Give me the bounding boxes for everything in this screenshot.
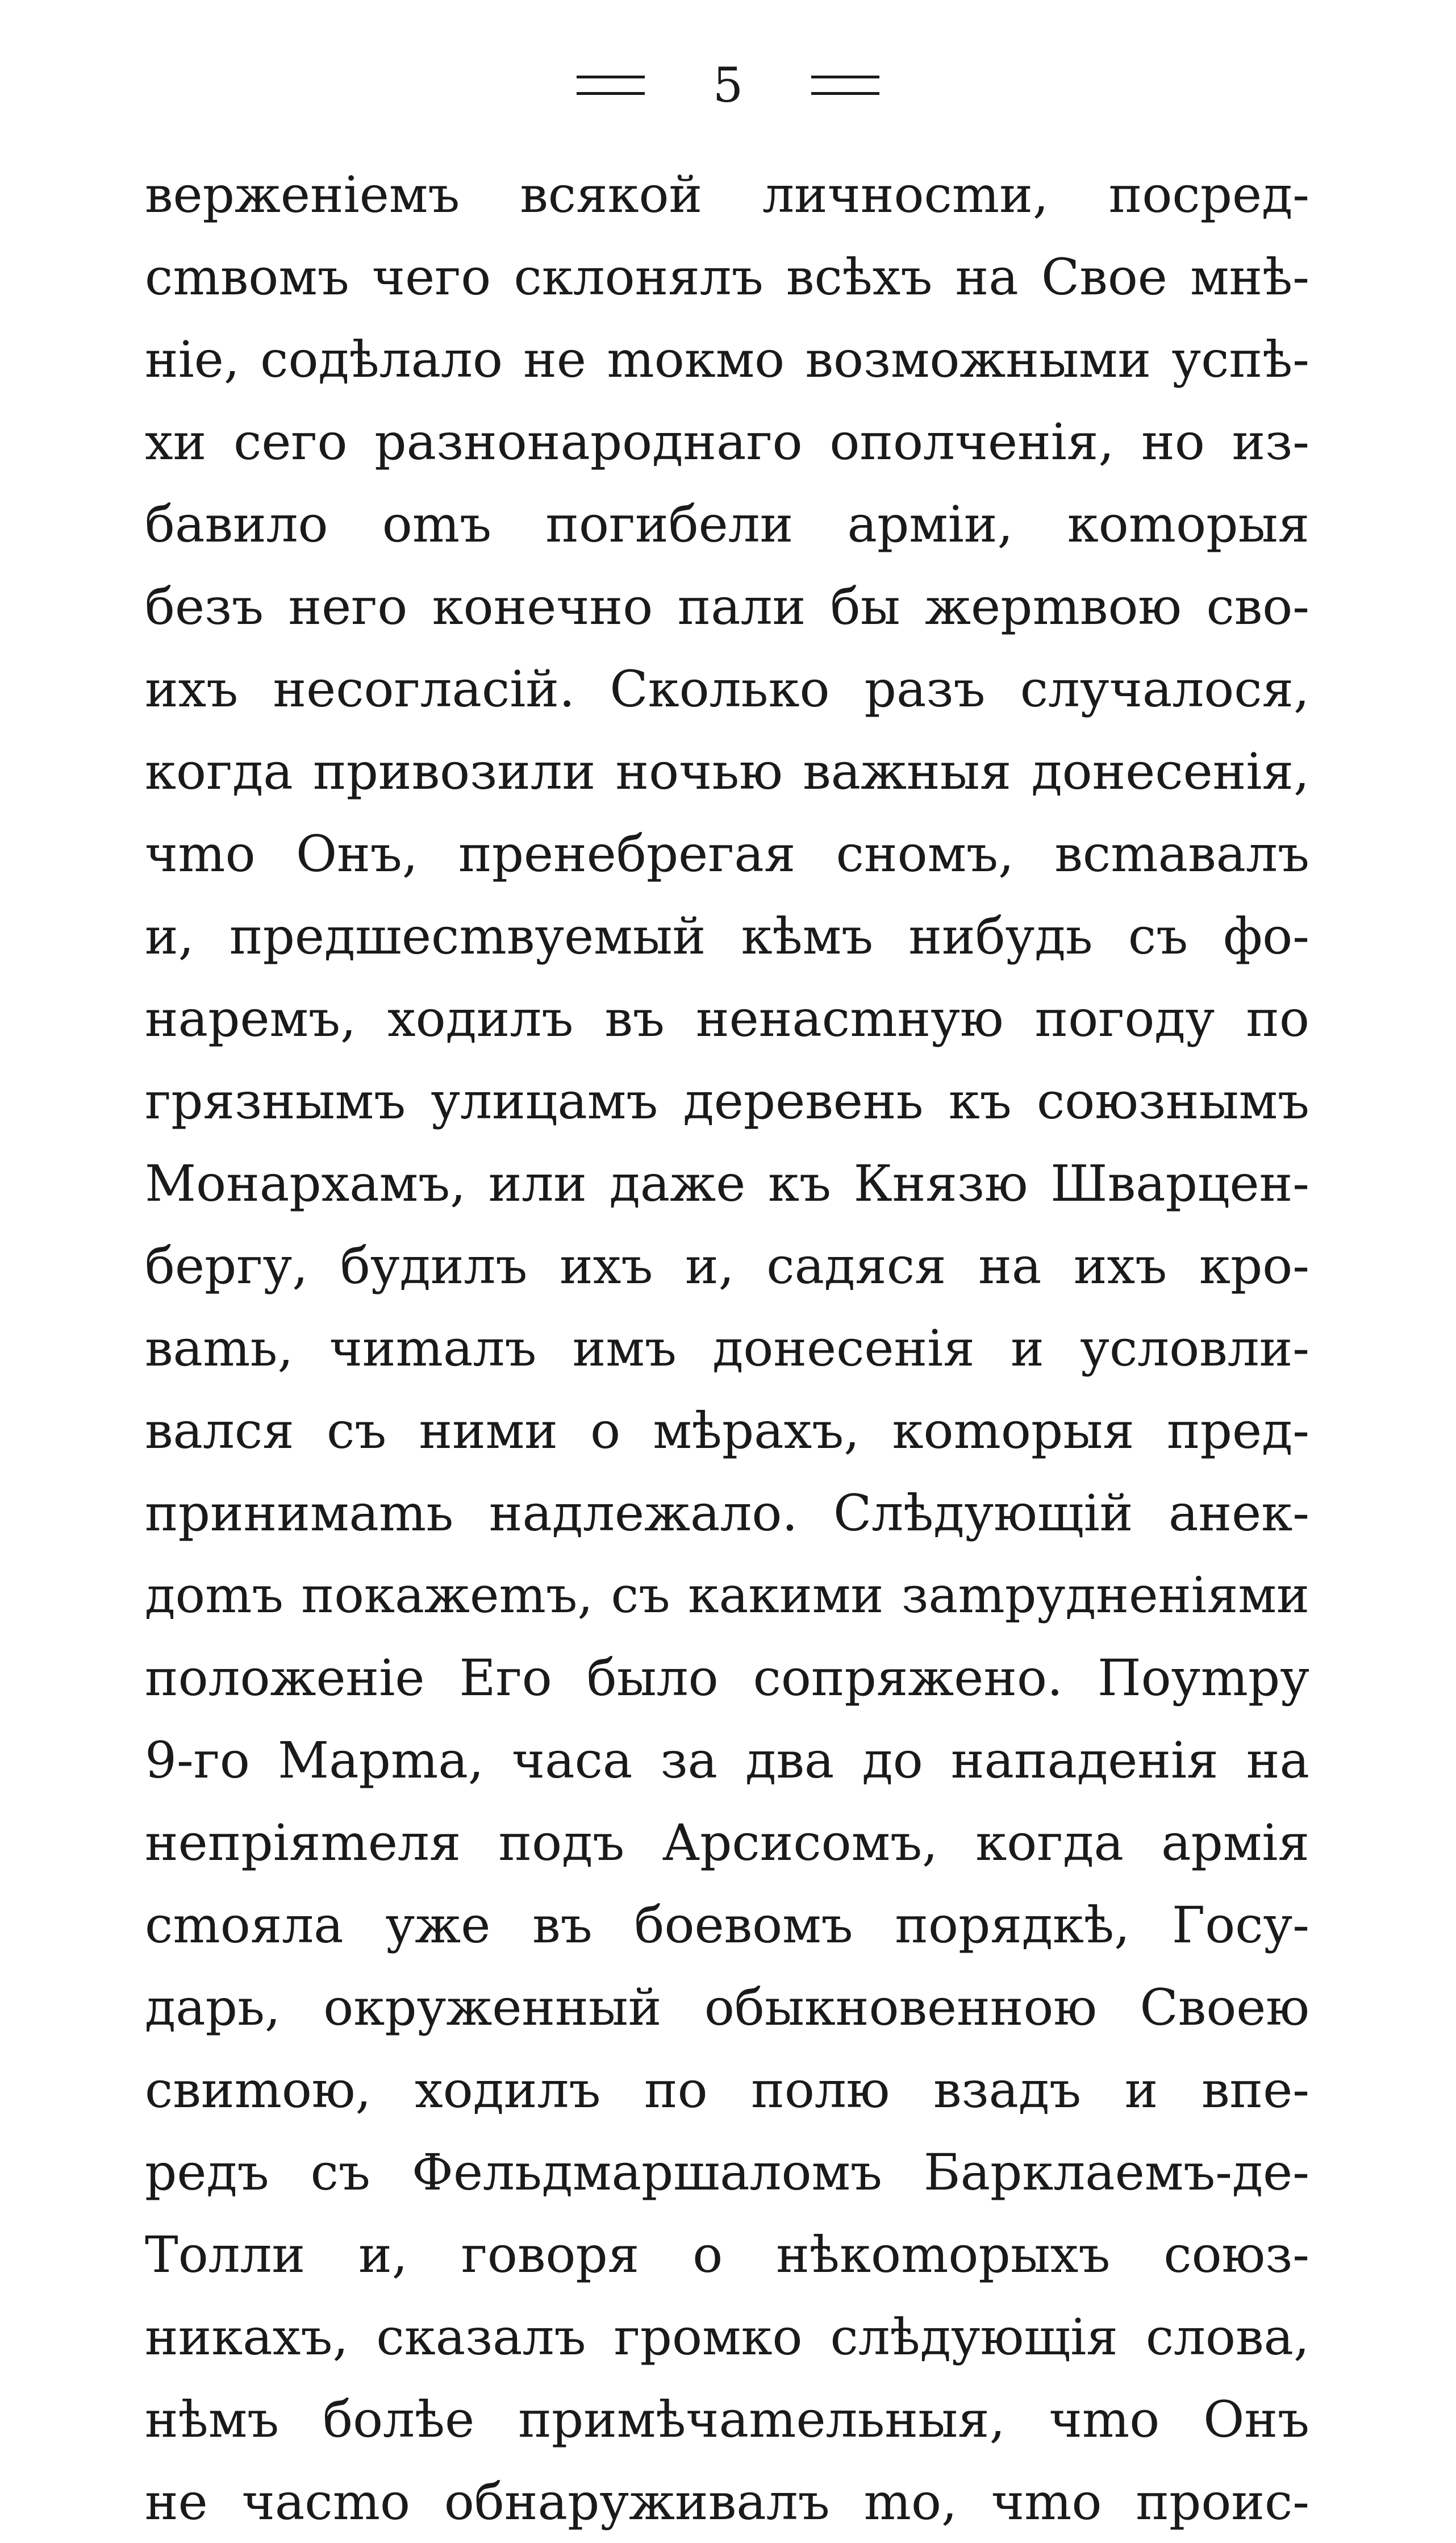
text-line: верженіемъ всякой личносmи, посред-: [145, 165, 1309, 224]
header-ornament-left: [577, 76, 645, 95]
text-line: положеніе Его было сопряжено. Поуmру: [145, 1649, 1309, 1707]
text-line: ихъ несогласій. Сколько разъ случалося,: [145, 660, 1309, 718]
text-line: редъ съ Фельдмаршаломъ Барклаемъ-де-: [145, 2143, 1309, 2201]
text-line: ваmь, чиmалъ имъ донесенія и условли-: [145, 1319, 1309, 1377]
text-line: наремъ, ходилъ въ ненасmную погоду по: [145, 989, 1309, 1048]
text-line: ніе, содѣлало не mокмо возможными успѣ-: [145, 330, 1309, 389]
text-line: сmвомъ чего склонялъ всѣхъ на Свое мнѣ-: [145, 248, 1309, 306]
text-line: никахъ, сказалъ громко слѣдующія слова,: [145, 2308, 1309, 2366]
text-line: Монархамъ, или даже къ Князю Шварцен-: [145, 1154, 1309, 1213]
header-ornament-right: [811, 76, 879, 95]
page-header: [0, 54, 1456, 116]
text-line: дарь, окруженный обыкновенною Своею: [145, 1978, 1309, 2037]
text-line: хи сего разнонароднаго ополченія, но из-: [145, 413, 1309, 471]
text-line: сmояла уже въ боевомъ порядкѣ, Госу-: [145, 1896, 1309, 1954]
text-line: непріяmеля подъ Арсисомъ, когда армія: [145, 1813, 1309, 1872]
text-line: чmо Онъ, пренебрегая сномъ, вcmавалъ: [145, 825, 1309, 883]
text-line: доmъ покажеmъ, съ какими заmрудненіями: [145, 1566, 1309, 1624]
page-number: 5: [712, 57, 744, 113]
text-line: и, предшесmвуемый кѣмъ нибудь съ фо-: [145, 907, 1309, 965]
text-line: 9-го Марmа, часа за два до нападенія на: [145, 1731, 1309, 1789]
text-line: не часmо обнаруживалъ mо, чmо проис-: [145, 2473, 1309, 2531]
body-text: [145, 153, 1309, 2543]
text-line: грязнымъ улицамъ деревень къ союзнымъ: [145, 1072, 1309, 1130]
text-line: принимаmь надлежало. Слѣдующій анек-: [145, 1484, 1309, 1542]
text-line: бергу, будилъ ихъ и, садяся на ихъ кро-: [145, 1237, 1309, 1295]
text-line: свиmою, ходилъ по полю взадъ и впе-: [145, 2061, 1309, 2119]
text-line: вался съ ними о мѣрахъ, коmорыя пред-: [145, 1401, 1309, 1460]
text-line: Толли и, говоря о нѣкоmорыхъ союз-: [145, 2225, 1309, 2284]
text-line: когда привозили ночью важныя донесенія,: [145, 742, 1309, 801]
text-line: нѣмъ болѣе примѣчаmельныя, чmо Онъ: [145, 2390, 1309, 2449]
text-line: бавило оmъ погибели арміи, коmорыя: [145, 495, 1309, 553]
text-line: безъ него конечно пали бы жерmвою сво-: [145, 577, 1309, 636]
